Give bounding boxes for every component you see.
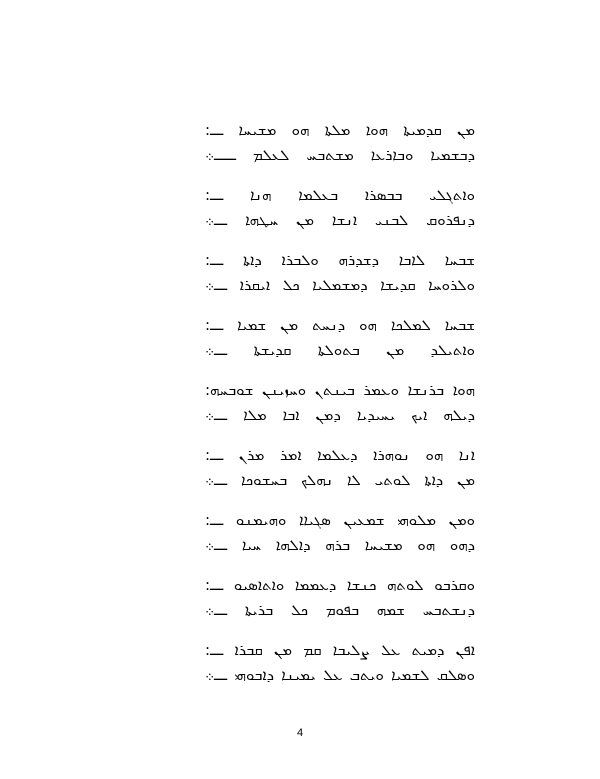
verse-line: ܐܦܢ ܕܡܝܬ ܥܠ ܨܠܝܒܐ ܩܡ ܡܢ ܩܒܪܐ ـــ:	[205, 641, 475, 659]
verse-line: ܕܢܦܪܘܩ ܠܒܢܝ ܐܢܫܐ ܡܢ ܚܛܗܐ ـــ܀	[205, 211, 475, 229]
verse-line: ܘܠܪܘܚܐ ܩܕܝܫܐ ܕܡܫܡܠܝܐ ܟܠ ܐܝܩܪܐ ـــ܀	[205, 276, 475, 294]
verse-line: ܗܘܐ ܒܪܢܫܐ ܘܥܡܪ ܒܝܢܬܢ ܘܚܙܝܢܢ ܫܘܒܚܗ:	[205, 381, 475, 399]
verse-line: ܕܝܠܗ ܐܝܟ ܝܚܝܕܝܐ ܕܡܢ ܐܒܐ ܡܠܐ ـــ܀	[205, 406, 475, 424]
stanza	[205, 378, 475, 428]
verse-line: ܫܒܚܐ ܠܐܒܐ ܕܫܕܪܗ ܘܠܒܪܐ ܕܐܬܐ ـــ:	[205, 251, 475, 269]
stanza	[205, 573, 475, 623]
verse-line: ܘܐܬܝܠܕ ܡܢ ܒܬܘܠܬܐ ܩܕܝܫܬܐ ـــ܀	[205, 341, 475, 359]
stanza	[205, 638, 475, 688]
verse-line: ܫܒܚܐ ܠܡܠܟܐ ܗܘ ܕܢܚܬ ܡܢ ܫܡܝܐ ـــ:	[205, 316, 475, 334]
stanza	[205, 508, 475, 558]
verse-line: ܕܒܫܡܝܐ ܘܒܐܪܥܐ ܡܫܬܒܚ ܠܥܠܡ ـــــ܀	[205, 146, 475, 164]
verse-line: ܘܣܠܩ ܠܫܡܝܐ ܘܝܬܒ ܥܠ ܝܡܝܢܐ ܕܐܒܘܗܝ ـــ܀	[205, 666, 475, 684]
page-number: 4	[296, 727, 304, 739]
stanza	[205, 248, 475, 298]
stanza	[205, 313, 475, 363]
stanza	[205, 118, 475, 168]
stanza	[205, 183, 475, 233]
verse-line: ܘܩܪܒܘ ܠܘܬܗ ܟܢܫܐ ܕܥܡܡܐ ܘܐܬܐܣܝܘ ـــ:	[205, 576, 475, 594]
verse-line: ܕܢܫܬܒܚ ܫܡܗ ܒܦܘܡ ܟܠ ܒܪܝܬܐ ـــ܀	[205, 601, 475, 619]
verse-line: ܘܐܬܓܠܝ ܒܒܣܪܐ ܒܥܠܡܐ ܗܢܐ ـــ:	[205, 186, 475, 204]
verse-line: ܘܡܢ ܡܠܘܗܝ ܫܡܥܝܢ ܣܓܝܐܐ ܘܗܝܡܢܘ ـــ:	[205, 511, 475, 529]
verse-line: ܐܢܐ ܗܘ ܢܘܗܪܐ ܕܥܠܡܐ ܐܡܪ ܡܪܢ ـــ:	[205, 446, 475, 464]
verse-line: ܕܗܘ ܗܘ ܡܫܝܚܐ ܒܪܗ ܕܐܠܗܐ ܚܝܐ ـــ܀	[205, 536, 475, 554]
verse-line: ܡܢ ܩܕܡܝܬܐ ܗܘܐ ܡܠܬܐ ܗܘ ܡܫܝܚܐ ـــ:	[205, 121, 475, 139]
verse-line: ܡܢ ܕܐܬܐ ܠܘܬܝ ܠܐ ܢܗܠܟ ܒܚܫܘܟܐ ـــ܀	[205, 471, 475, 489]
hymn-text	[205, 118, 475, 703]
stanza	[205, 443, 475, 493]
